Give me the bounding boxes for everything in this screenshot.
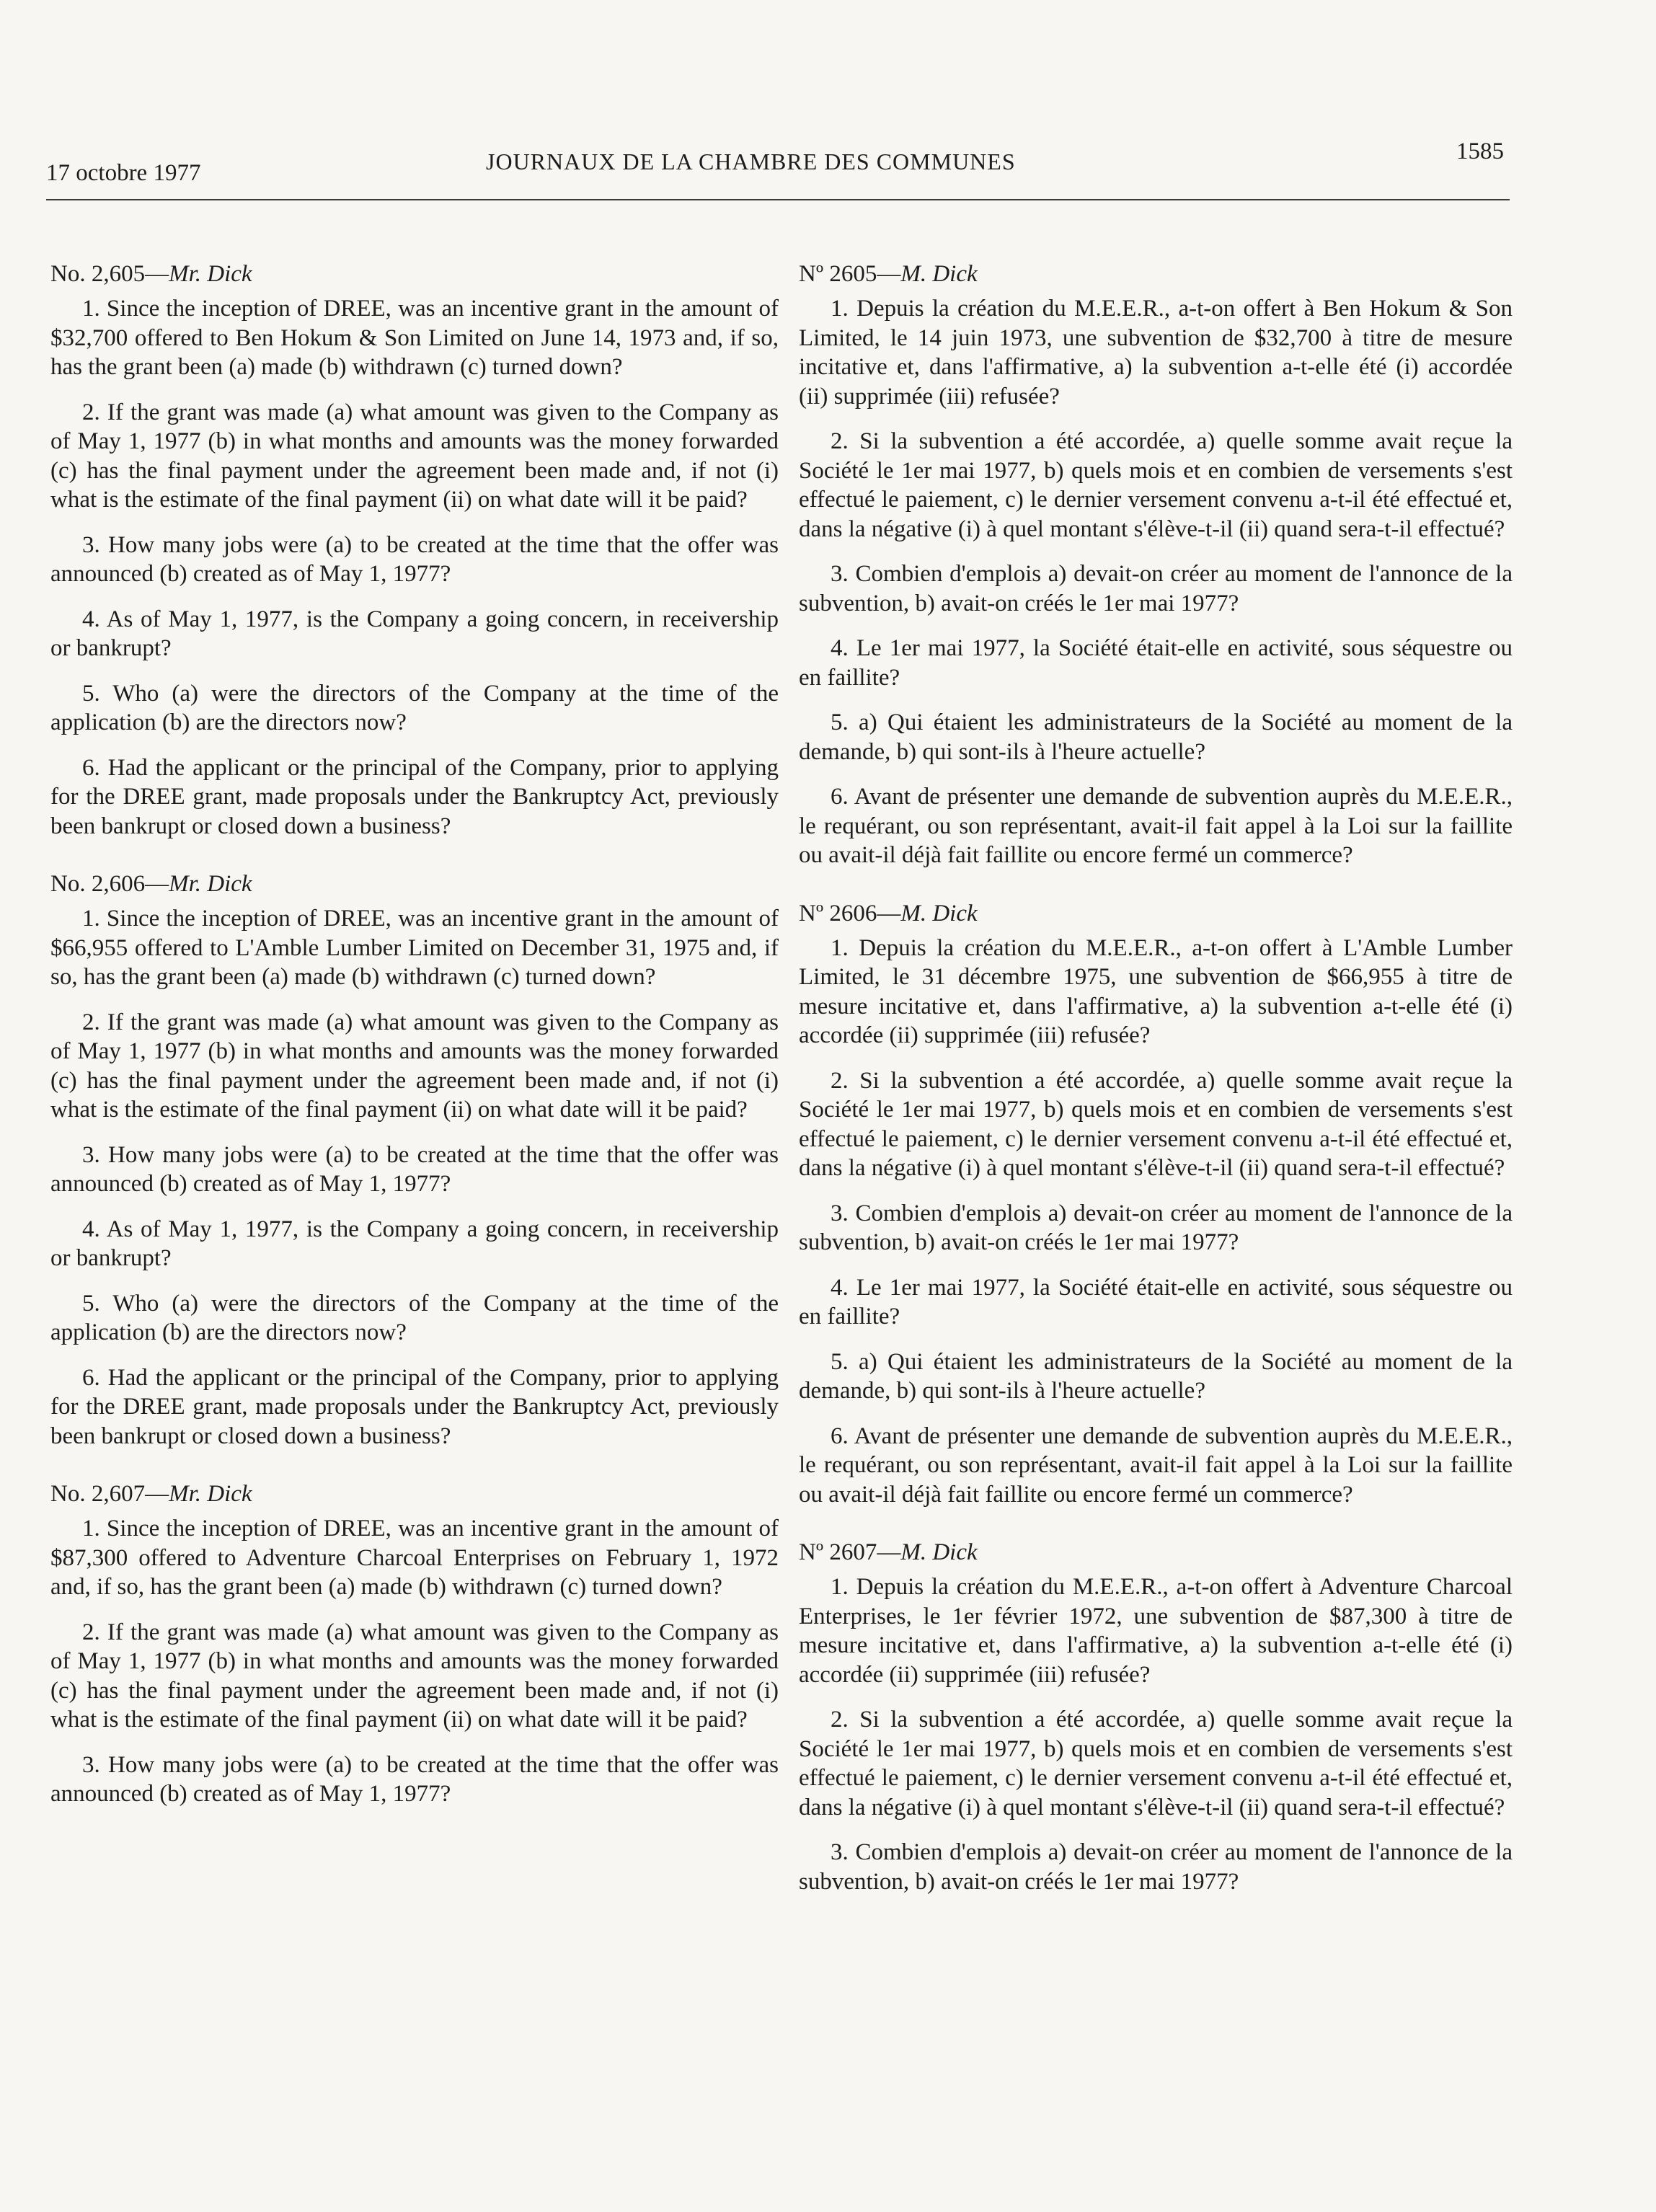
question-paragraph: 2. Si la subvention a été accordée, a) quelle somme avait reçue la Société le 1er mai 1977, b) quels mois et en combien de versements s'est effectué le paiement, c) le dernier versement convenu a-t-il été effectué et, dans la négative (i) à quel montant s'élève-t-il (ii) quand sera-t-il effectué? bbox=[799, 428, 1513, 542]
question-paragraph: 1. Depuis la création du M.E.E.R., a-t-on offert à Adventure Charcoal Enterprises, le 1er février 1972, une subvention de $87,300 à titre de mesure incitative et, dans l'affirmative, a) la subvention a-t-elle été (i) accordée (ii) supprimée (iii) refusée? bbox=[799, 1574, 1513, 1688]
question-paragraph: 6. Had the applicant or the principal of the Company, prior to applying for the DREE grant, made proposals under the Bankruptcy Act, previously been bankrupt or closed down a business? bbox=[50, 754, 779, 839]
question-paragraph: 1. Since the inception of DREE, was an incentive grant in the amount of $87,300 offered to Adventure Charcoal Enterprises on February 1, 1972 and, if so, has the grant been (a) made (b) withdrawn (c) turned down? bbox=[50, 1516, 779, 1600]
question-paragraph: 1. Since the inception of DREE, was an incentive grant in the amount of $66,955 offered to L'Amble Lumber Limited on December 31, 1975 and, if so, has the grant been (a) made (b) withdrawn (c) turned down? bbox=[50, 906, 779, 990]
question-heading bbox=[799, 260, 1513, 288]
question-paragraph: 4. As of May 1, 1977, is the Company a going concern, in receivership or bankrupt? bbox=[50, 1216, 779, 1271]
member-name: M. Dick bbox=[900, 1539, 978, 1565]
question-paragraph: 4. Le 1er mai 1977, la Société était-elle en activité, sous séquestre ou en faillite? bbox=[799, 635, 1513, 691]
question-heading bbox=[50, 260, 779, 288]
question-number: Nº 2607— bbox=[799, 1539, 901, 1565]
question-paragraph: 4. Le 1er mai 1977, la Société était-elle en activité, sous séquestre ou en faillite? bbox=[799, 1274, 1513, 1330]
question-paragraph: 5. a) Qui étaient les administrateurs de la Société au moment de la demande, b) qui sont-ils à l'heure actuelle? bbox=[799, 709, 1513, 765]
question-paragraph: 5. Who (a) were the directors of the Company at the time of the application (b) are the directors now? bbox=[50, 680, 779, 735]
question-paragraph: 2. If the grant was made (a) what amount was given to the Company as of May 1, 1977 (b) in what months and amounts was the money forwarded (c) has the final payment under the agreement been made and, if not (i) what is the estimate of the final payment (ii) on what date will it be paid? bbox=[50, 1009, 779, 1123]
question-paragraph: 3. Combien d'emplois a) devait-on créer au moment de l'annonce de la subvention, b) avait-on créés le 1er mai 1977? bbox=[799, 561, 1513, 616]
question-paragraph: 3. How many jobs were (a) to be created at the time that the offer was announced (b) created as of May 1, 1977? bbox=[50, 1751, 779, 1807]
question-2606-en bbox=[50, 870, 779, 1451]
member-name: M. Dick bbox=[900, 261, 978, 287]
question-heading bbox=[799, 1538, 1513, 1567]
member-name: Mr. Dick bbox=[169, 1481, 252, 1507]
question-paragraph: 3. Combien d'emplois a) devait-on créer au moment de l'annonce de la subvention, b) avait-on créés le 1er mai 1977? bbox=[799, 1839, 1513, 1895]
question-paragraph: 5. Who (a) were the directors of the Company at the time of the application (b) are the directors now? bbox=[50, 1290, 779, 1345]
header-title: JOURNAUX DE LA CHAMBRE DES COMMUNES bbox=[486, 149, 1016, 174]
question-paragraph: 2. If the grant was made (a) what amount was given to the Company as of May 1, 1977 (b) in what months and amounts was the money forwarded (c) has the final payment under the agreement been made and, if not (i) what is the estimate of the final payment (ii) on what date will it be paid? bbox=[50, 1619, 779, 1733]
question-heading bbox=[50, 870, 779, 898]
question-2606-fr bbox=[799, 899, 1513, 1510]
question-paragraph: 1. Depuis la création du M.E.E.R., a-t-on offert à L'Amble Lumber Limited, le 31 décembre 1975, une subvention de $66,955 à titre de mesure incitative et, dans l'affirmative, a) la subvention a-t-elle été (i) accordée (ii) supprimée (iii) refusée? bbox=[799, 934, 1513, 1048]
question-paragraph: 6. Avant de présenter une demande de subvention auprès du M.E.E.R., le requérant, ou son représentant, avait-il fait appel à la Loi sur la faillite ou avait-il déjà fait faillite ou encore fermé un commerce? bbox=[799, 784, 1513, 868]
english-column bbox=[50, 260, 779, 1838]
question-paragraph: 3. How many jobs were (a) to be created at the time that the offer was announced (b) created as of May 1, 1977? bbox=[50, 531, 779, 587]
question-heading bbox=[799, 899, 1513, 928]
question-paragraph: 2. Si la subvention a été accordée, a) quelle somme avait reçue la Société le 1er mai 1977, b) quels mois et en combien de versements s'est effectué le paiement, c) le dernier versement convenu a-t-il été effectué et, dans la négative (i) à quel montant s'élève-t-il (ii) quand sera-t-il effectué? bbox=[799, 1707, 1513, 1821]
page-number: 1585 bbox=[1456, 138, 1504, 164]
member-name: Mr. Dick bbox=[169, 871, 252, 897]
question-2607-fr bbox=[799, 1538, 1513, 1896]
question-paragraph: 1. Since the inception of DREE, was an incentive grant in the amount of $32,700 offered to Ben Hokum & Son Limited on June 14, 1973 and, if so, has the grant been (a) made (b) withdrawn (c) turned down? bbox=[50, 296, 779, 380]
question-2607-en bbox=[50, 1479, 779, 1809]
question-paragraph: 2. Si la subvention a été accordée, a) quelle somme avait reçue la Société le 1er mai 1977, b) quels mois et en combien de versements s'est effectué le paiement, c) le dernier versement convenu a-t-il été effectué et, dans la négative (i) à quel montant s'élève-t-il (ii) quand sera-t-il effectué? bbox=[799, 1067, 1513, 1181]
question-paragraph: 6. Had the applicant or the principal of the Company, prior to applying for the DREE grant, made proposals under the Bankruptcy Act, previously been bankrupt or closed down a business? bbox=[50, 1364, 779, 1449]
question-number: No. 2,606— bbox=[50, 871, 169, 897]
question-2605-en bbox=[50, 260, 779, 841]
question-paragraph: 2. If the grant was made (a) what amount was given to the Company as of May 1, 1977 (b) in what months and amounts was the money forwarded (c) has the final payment under the agreement been made and, if not (i) what is the estimate of the final payment (ii) on what date will it be paid? bbox=[50, 399, 779, 513]
question-paragraph: 1. Depuis la création du M.E.E.R., a-t-on offert à Ben Hokum & Son Limited, le 14 juin 1973, une subvention de $32,700 à titre de mesure incitative et, dans l'affirmative, a) la subvention a-t-elle été (i) accordée (ii) supprimée (iii) refusée? bbox=[799, 296, 1513, 410]
question-heading bbox=[50, 1479, 779, 1508]
question-2605-fr bbox=[799, 260, 1513, 870]
header-date: 17 octobre 1977 bbox=[46, 160, 201, 186]
question-paragraph: 4. As of May 1, 1977, is the Company a going concern, in receivership or bankrupt? bbox=[50, 606, 779, 661]
question-paragraph: 3. How many jobs were (a) to be created at the time that the offer was announced (b) created as of May 1, 1977? bbox=[50, 1141, 779, 1197]
question-paragraph: 6. Avant de présenter une demande de subvention auprès du M.E.E.R., le requérant, ou son représentant, avait-il fait appel à la Loi sur la faillite ou avait-il déjà fait faillite ou encore fermé un commerce? bbox=[799, 1423, 1513, 1508]
question-number: No. 2,605— bbox=[50, 261, 169, 287]
question-number: No. 2,607— bbox=[50, 1481, 169, 1507]
question-paragraph: 3. Combien d'emplois a) devait-on créer au moment de l'annonce de la subvention, b) avait-on créés le 1er mai 1977? bbox=[799, 1200, 1513, 1255]
question-number: Nº 2605— bbox=[799, 261, 901, 287]
member-name: M. Dick bbox=[900, 900, 978, 926]
page-header bbox=[46, 138, 1510, 200]
member-name: Mr. Dick bbox=[169, 261, 252, 287]
french-column bbox=[799, 260, 1513, 1925]
question-number: Nº 2606— bbox=[799, 900, 901, 926]
question-paragraph: 5. a) Qui étaient les administrateurs de la Société au moment de la demande, b) qui sont-ils à l'heure actuelle? bbox=[799, 1348, 1513, 1404]
